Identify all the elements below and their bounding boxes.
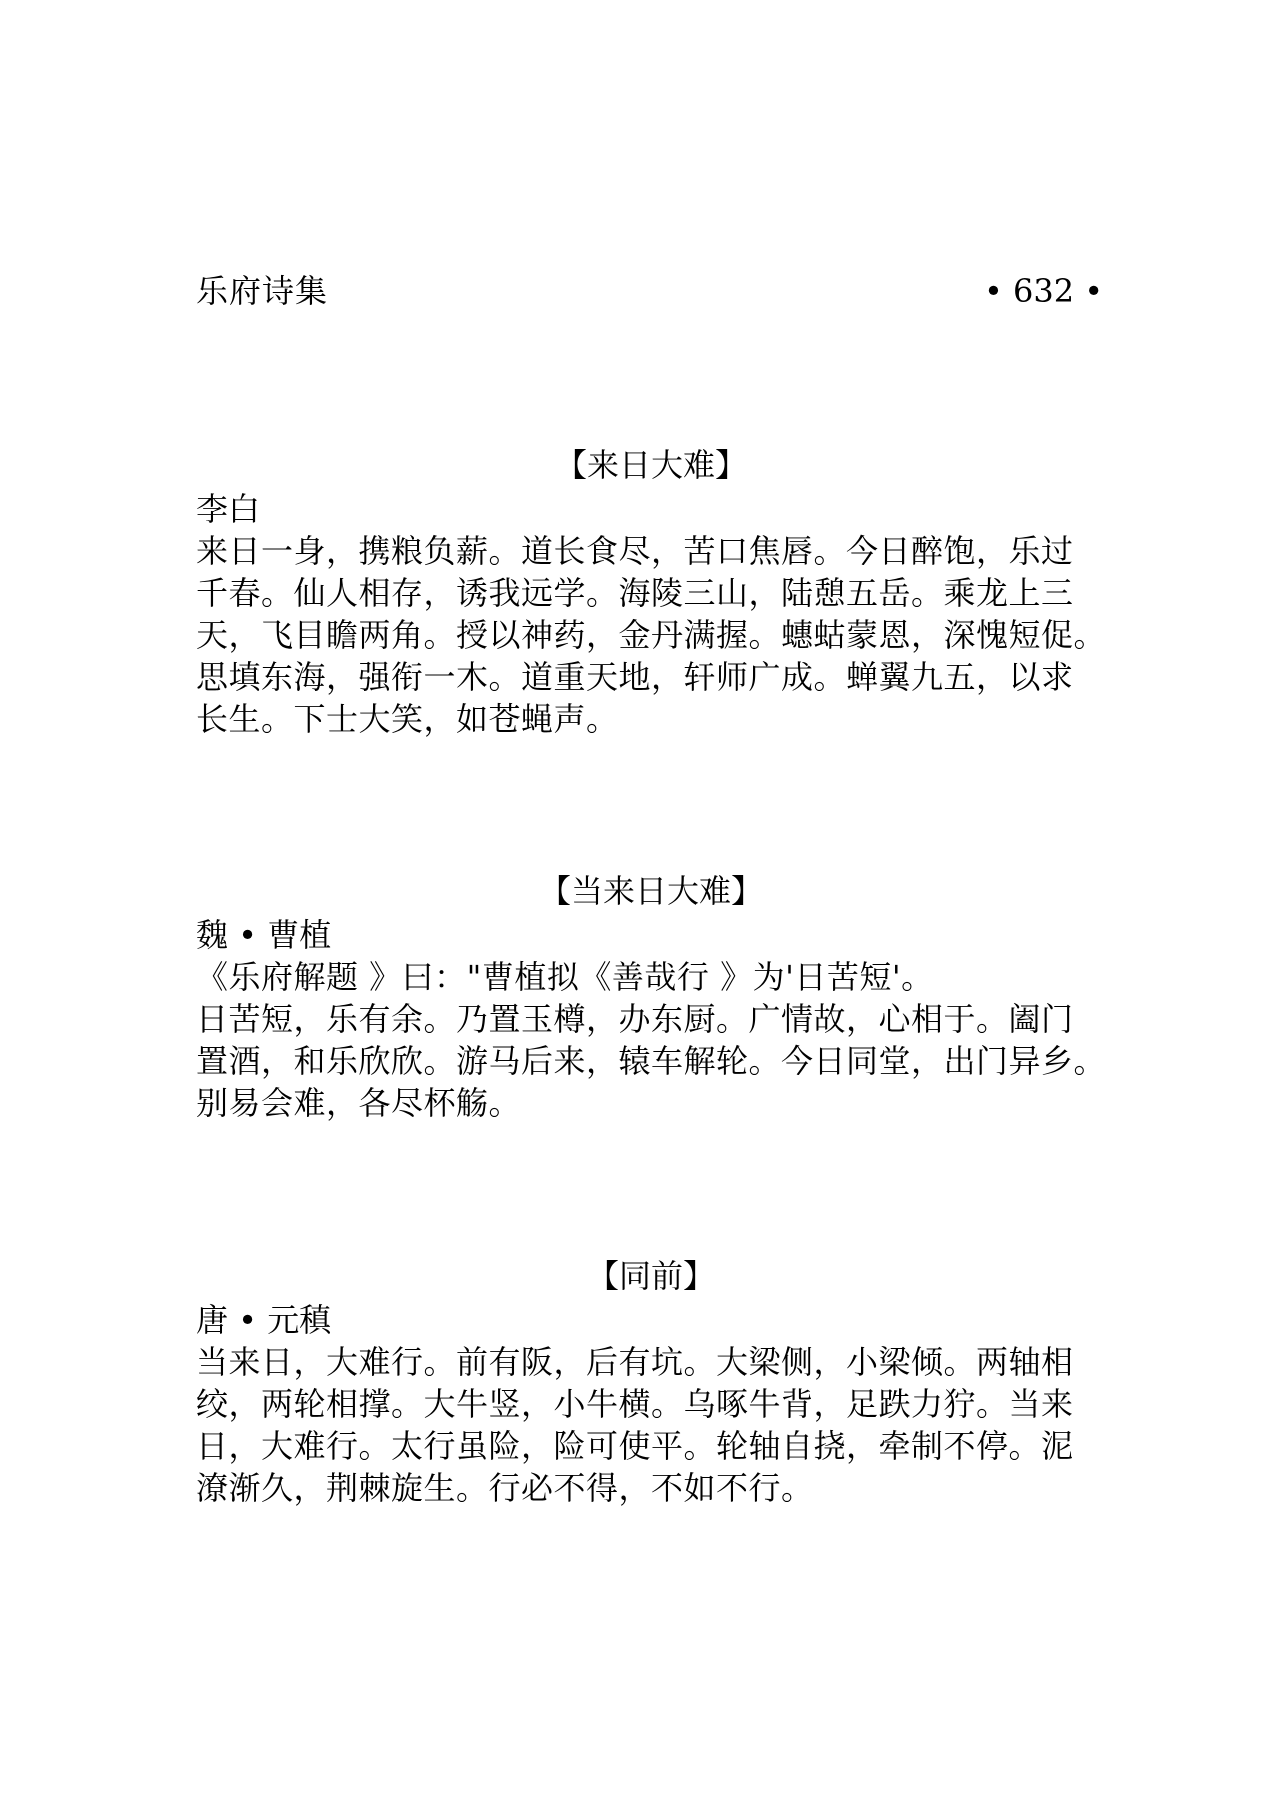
poem-title: 【当来日大难】 <box>538 872 763 910</box>
poem-section <box>196 870 1106 1124</box>
page-number: • 632 • <box>984 272 1104 310</box>
poem-line: 天，飞目瞻两角。授以神药，金丹满握。蟪蛄蒙恩，深愧短促。 <box>196 616 1107 654</box>
poem-line: 置酒，和乐欣欣。游马后来，辕车解轮。今日同堂，出门异乡。 <box>196 1042 1107 1080</box>
poem-line: 千春。仙人相存，诱我远学。海陵三山，陆憩五岳。乘龙上三 <box>196 574 1074 612</box>
poem-note: 《乐府解题 》曰："曹植拟《善哉行 》为'日苦短'。 <box>196 958 934 996</box>
poem-author: 魏 • 曹植 <box>196 916 332 954</box>
poem-section <box>196 444 1106 740</box>
poem-line: 绞，两轮相撑。大牛竖，小牛横。乌啄牛背，足跌力狞。当来 <box>196 1385 1074 1423</box>
poem-title: 【同前】 <box>586 1257 715 1295</box>
poem-line: 日苦短，乐有余。乃置玉樽，办东厨。广情故，心相于。阖门 <box>196 1000 1074 1038</box>
poem-section <box>196 1255 1106 1509</box>
poem-line: 长生。下士大笑，如苍蝇声。 <box>196 700 619 738</box>
poem-title: 【来日大难】 <box>554 446 747 484</box>
poem-line: 日，大难行。太行虽险，险可使平。轮轴自挠，牵制不停。泥 <box>196 1427 1074 1465</box>
poem-line: 当来日，大难行。前有阪，后有坑。大梁侧，小梁倾。两轴相 <box>196 1343 1074 1381</box>
poem-line: 潦渐久，荆棘旋生。行必不得，不如不行。 <box>196 1469 814 1507</box>
poem-line: 思填东海，强衔一木。道重天地，轩师广成。蝉翼九五，以求 <box>196 658 1074 696</box>
poem-author: 李白 <box>196 490 261 528</box>
poem-line: 来日一身，携粮负薪。道长食尽，苦口焦唇。今日醉饱，乐过 <box>196 532 1074 570</box>
poem-author: 唐 • 元稹 <box>196 1301 332 1339</box>
book-title: 乐府诗集 <box>196 272 329 310</box>
poem-line: 别易会难，各尽杯觞。 <box>196 1084 522 1122</box>
